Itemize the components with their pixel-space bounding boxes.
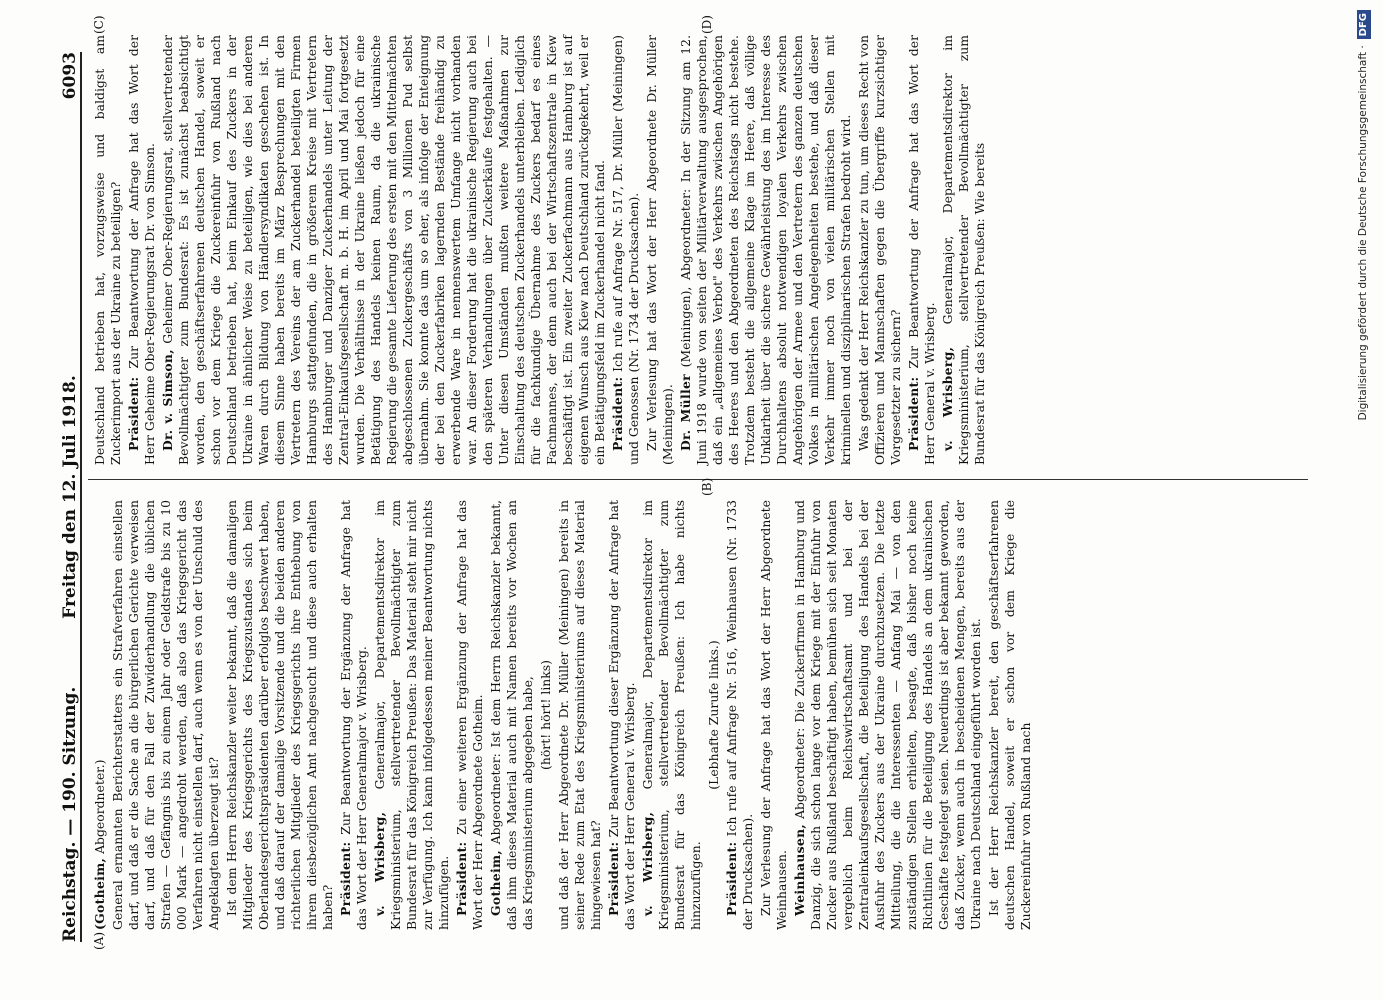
paragraph-text: Zur Verlesung der Anfrage hat das Wort der Herr Abgeordnete Weinhausen. [758,500,789,930]
paragraph-text: Generalmajor, Departementsdirektor im Kriegsministerium, stellvertretender Bevollmächtigter zum Bundesrat für das Königreich Preußen: Ich habe nichts hinzuzufügen. [640,500,703,930]
paragraph [856,35,904,465]
speaker-name: Präsident: [610,376,625,451]
paragraph-text: (Meiningen), Abgeordneter: In der Sitzung am 12. Juni 1918 wurde von seiten der Militärverwaltung ausgesprochen, daß ein „allgemeines Verbot" des Verkehrs zwischen Angehörigen des Heeres und den Abgeordneten des Reichstags nicht bestehe. Trotzdem besteht die allgemeine Klage im Heere, daß völlige Unklarheit über die sichere Gewährleistung des im Interesse des Durchhaltens absolut notwendigen loyalen Verkehrs zwischen Angehörigen der Armee und den Vertretern des ganzen deutschen Volkes in militärischen Angelegenheiten bestehe, und daß dieser Verkehr immer noch von vielen militärischen Stellen mit kriminellen und disziplinarischen Strafen bedroht wird. [678,34,853,465]
paragraph [644,35,676,465]
digitization-credit [1352,10,1374,990]
paragraph [338,500,370,930]
speaker-name: Präsident: [338,841,353,916]
header-date: Freitag den 12. Juli 1918. [60,375,80,619]
paragraph [538,500,554,930]
paragraph-text: Generalmajor, Departementsdirektor im Kriegsministerium, stellvertretender Bevollmächtigter zum Bundesrat für das Königreich Preußen: Wie bereits [940,35,987,465]
credit-text: Digitalisierung gefördert durch die Deutsche Forschungsgemeinschaft · [1357,45,1369,421]
paragraph-text: Zur Beantwortung der Anfrage hat das Wort der Herr General v. Wrisberg. [906,35,937,465]
speaker-name: (Gotheim, [92,857,107,930]
right-column [92,35,990,465]
speaker-name: Weinhausen, [792,823,807,916]
paragraph [706,500,722,930]
paragraph-text: General ernannten Berichterstatters ein Strafverfahren einstellen darf, und daß er die Sache an die bürgerlichen Gerichte verweisen darf, und daß für den Fall der Zuwiderhandlung die üblichen Strafen — Gefängnis bis zu einem Jahr oder Geldstrafe bis zu 10 000 Mark — angedroht werden, daß also das Kriegsgericht das Verfahren nicht einstellen darf, auch wenn es von der Unschuld des Angeklagten überzeugt ist? [110,500,221,930]
paragraph [758,500,790,930]
paragraph-text: Zur Beantwortung der Ergänzung der Anfrage hat das Wort der Herr Generalmajor v. Wrisberg. [338,500,369,930]
paragraph-text: Ich rufe auf Anfrage Nr. 516, Weinhausen (Nr. 1733 der Drucksachen). [724,500,755,930]
page-number: 6093 [60,51,80,100]
header-session: Reichstag. — 190. Sitzung. [60,686,80,942]
paragraph [110,500,222,930]
paragraph-text: Abgeordneter.) [92,759,107,858]
paragraph [372,500,452,930]
column-divider [88,479,1308,480]
margin-marker-b: (B) [700,477,714,496]
paragraph-text: Zur Verlesung hat das Wort der Herr Abgeordnete Dr. Müller (Meiningen). [644,35,675,465]
paragraph-text: Geheimer Ober-Regierungsrat, stellvertretender Bevollmächtigter zum Bundesrat: Es ist zunächst beabsichtigt worden, den geschäftserfahrenen deutschen Handel, soweit er schon vor dem Kriege die Zuckereinfuhr von Rußland nach Deutschland betrieben hat, beim Einkauf des Zuckers in der Ukraine in ähnlicher Weise zu beteiligen, wie dies bei anderen Waren durch Bildung von Händlersyndikaten geschehen ist. In diesem Sinne haben bereits im März Besprechungen mit den Vertretern des Vereins der am Zuckerhandel beteiligten Firmen Hamburgs stattgefunden, die in größerem Kreise mit Vertretern des Hamburger und Danziger Zuckerhandels unter Leitung der Zentral-Einkaufsgesellschaft m. b. H. im April und Mai fortgesetzt wurden. Die Verhältnisse in der Ukraine ließen jedoch für eine Betätigung des Handels keinen Raum, da die ukrainische Regierung die gesamte Lieferung des ersten mit den Mittelmächten abgeschlossenen Zuckergeschäfts von 3 Millionen Pud selbst übernahm. Sie konnte das um so eher, als infolge der Enteignung der bei den Zuckerfabriken lagernden Bestände freihändig zu erwerbende Ware in nennenswertem Umfange nicht vorhanden war. An dieser Forderung hat die ukrainische Regierung auch bei den späteren Verhandlungen über Zuckerkäufe festgehalten. — Unter diesen Umständen mußten weitere Maßnahmen zur Einschaltung des deutschen Zuckerhandels unterbleiben. Lediglich für die fachkundige Übernahme des Zuckers bedarf es eines Fachmannes, der denn auch bei der Wirtschaftszentrale in Kiew beschäftigt ist. Ein zweiter Zuckerfachmann aus Hamburg ist auf eigenen Wunsch aus Kiew nach Deutschland zurückgekehrt, weil er ein Betätigungsfeld im Zuckerhandel nicht fand. [160,34,607,465]
speaker-name: v. Wrisberg, [940,346,955,451]
paragraph [606,500,638,930]
margin-marker-d: (D) [700,15,714,34]
paragraph [126,35,158,465]
paragraph-text: (hört! hört! links) [538,660,553,770]
paragraph-text: Abgeordneter: Ist dem Herrn Reichskanzler bekannt, daß ihm dieses Material auch mit Namen bereits vor Wochen an das Kriegsministerium abgegeben habe, [488,500,535,930]
paragraph-text: Ist der Herr Reichskanzler bereit, den geschäftserfahrenen deutschen Handel, soweit er schon vor dem Kriege die Zuckereinfuhr von Rußland nach [986,500,1033,930]
paragraph-text: Generalmajor, Departementsdirektor im Kriegsministerium, stellvertretender Bevollmächtigter zum Bundesrat für das Königreich Preußen: Das Material steht mir nicht zur Verfügung. Ich kann infolgedessen meiner Beantwortung nichts hinzufügen. [372,500,451,930]
speaker-name: Präsident: [454,841,469,916]
paragraph [454,500,486,930]
speaker-name: Dr. v. Simson, [160,349,175,451]
paragraph [92,35,124,465]
paragraph-text: (Lebhafte Zurufe links.) [706,640,721,790]
paragraph [488,500,536,930]
dfg-logo: DFG [1357,10,1371,39]
margin-marker-c: (C) [92,15,106,34]
paragraph-text: Was gedenkt der Herr Reichskanzler zu tun, um dieses Recht von Offizieren und Mannschaften gegen die Übergriffe kurzsichtiger Vorgesetzter zu sichern? [856,35,903,465]
speaker-name: Präsident: [724,841,739,916]
paragraph [678,35,854,465]
paragraph [906,35,938,465]
speaker-name: Präsident: [126,376,141,451]
speaker-name: Präsident: [906,376,921,451]
paragraph-text: Abgeordneter: Die Zuckerfirmen in Hamburg und Danzig, die sich schon lange vor dem Kriege mit der Einfuhr von Zucker aus Rußland beschäftigt haben, bemühen sich seit Monaten vergeblich beim Reichswirtschaftsamt und bei der Zentraleinkaufsgesellschaft, die Beteiligung des Handels bei der Ausfuhr des Zuckers aus der Ukraine durchzusetzen. Die letzte Mitteilung, die die Interessenten — Anfang Mai — von den zuständigen Stellen erhielten, besagte, daß bisher noch keine Richtlinien für die Beteiligung des Handels an dem ukrainischen Geschäfte festgelegt seien. Neuerdings ist aber bekannt geworden, daß Zucker, wenn auch in bescheidenen Mengen, bereits aus der Ukraine nach Deutschland eingeführt worden ist. [792,500,983,930]
paragraph [92,500,108,930]
margin-marker-a: (A) [92,931,106,950]
paragraph [940,35,988,465]
speaker-name: v. Wrisberg, [372,811,387,916]
paragraph-text: Zu einer weiteren Ergänzung der Anfrage hat das Wort der Herr Abgeordnete Gotheim. [454,500,485,930]
speaker-name: Präsident: [606,841,621,916]
paragraph [610,35,642,465]
paragraph [792,500,984,930]
paragraph [224,500,336,930]
paragraph [160,35,608,465]
paragraph [986,500,1034,930]
paragraph-text: Ich rufe auf Anfrage Nr. 517, Dr. Müller (Meiningen) und Genossen (Nr. 1734 der Drucksachen). [610,35,641,465]
speaker-name: Gotheim, [488,850,503,916]
paragraph [640,500,704,930]
paragraph-text: Deutschland betrieben hat, vorzugsweise und baldigst am Zuckerimport aus der Ukraine zu beteiligen? [92,35,123,465]
paragraph-text: und daß der Herr Abgeordnete Dr. Müller (Meiningen) bereits in seiner Rede zum Etat des Kriegsministeriums auf dieses Material hingewiesen hat? [556,500,603,930]
paragraph [724,500,756,930]
paragraph [556,500,604,930]
page-header [40,52,82,942]
paragraph-text: Zur Beantwortung dieser Ergänzung der Anfrage hat das Wort der Herr General v. Wrisberg. [606,500,637,930]
paragraph-text: Ist dem Herrn Reichskanzler weiter bekannt, daß die damaligen Mitglieder des Kriegsgerichts des Kriegszustandes sich beim Oberlandesgerichtspräsidenten darüber erfolglos beschwert haben, und daß darauf der damalige Vorsitzende und die beiden anderen richterlichen Mitglieder des Kriegsgerichts ihre Enthebung von ihrem diesbezüglichen Amt nachgesucht und diese auch erhalten haben? [224,500,335,930]
left-column [92,500,1036,930]
speaker-name: v. Wrisberg, [640,811,655,916]
paragraph-text: Zur Beantwortung der Anfrage hat das Wort der Herr Geheime Ober-Regierungsrat Dr. von Simson. [126,35,157,465]
speaker-name: Dr. Müller [678,374,693,451]
